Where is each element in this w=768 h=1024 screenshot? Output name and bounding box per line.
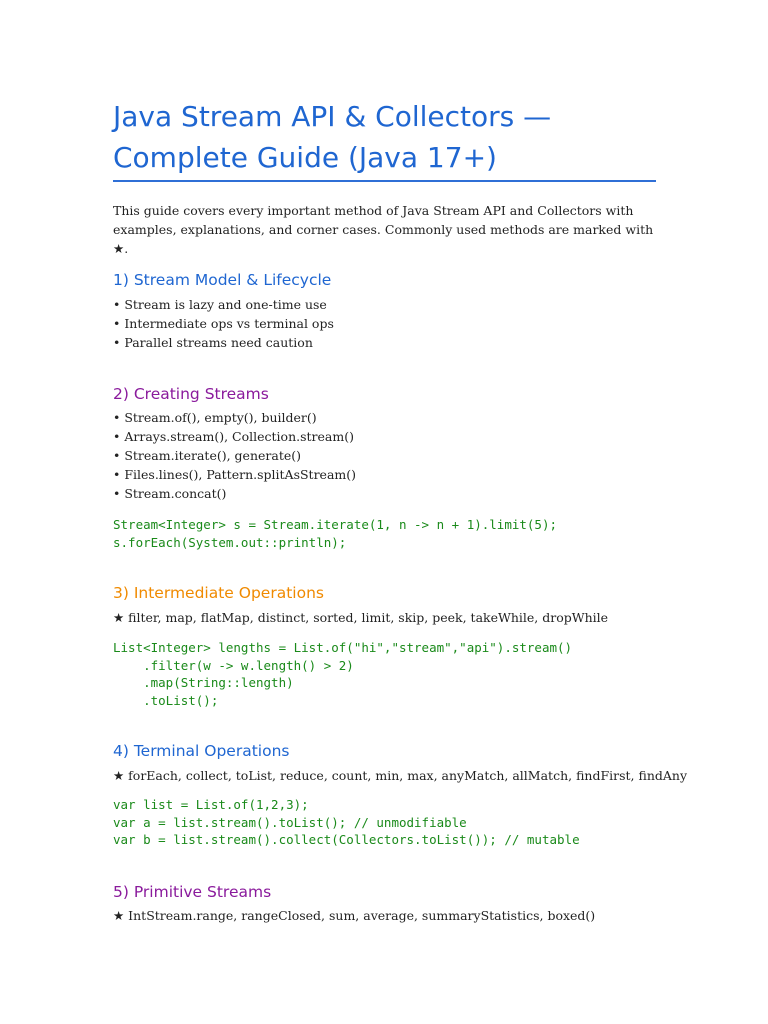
list-item: ★ IntStream.range, rangeClosed, sum, average, summaryStatistics, boxed(): [113, 908, 596, 923]
section-2-list: [113, 408, 356, 503]
list-item: ★ forEach, collect, toList, reduce, count, min, max, anyMatch, allMatch, findFirst, findAny: [113, 768, 688, 783]
section-1-heading: 1) Stream Model & Lifecycle: [113, 271, 332, 289]
list-item: • Stream.concat(): [113, 486, 227, 501]
code-block-intermediate-ops: List<Integer> lengths = List.of("hi","stream","api").stream() .filter(w -> w.length() > 2) .map(String::length) .toList();: [113, 640, 573, 708]
list-item: • Parallel streams need caution: [113, 335, 313, 350]
list-item: • Arrays.stream(), Collection.stream(): [113, 429, 354, 444]
section-5-list: [113, 906, 595, 925]
list-item: • Stream is lazy and one-time use: [113, 297, 327, 312]
document-title: Java Stream API & Collectors — Complete Guide (Java 17+): [113, 100, 552, 174]
section-1-list: [113, 295, 334, 352]
intro-paragraph: This guide covers every important method of Java Stream API and Collectors with examples, explanations, and corner cases. Commonly used methods are marked with ★.: [113, 203, 654, 256]
section-4-list: [113, 766, 687, 785]
list-item: • Stream.of(), empty(), builder(): [113, 410, 317, 425]
section-3-heading: 3) Intermediate Operations: [113, 584, 324, 602]
section-2-heading: 2) Creating Streams: [113, 385, 269, 403]
list-item: • Intermediate ops vs terminal ops: [113, 316, 334, 331]
section-3-list: [113, 608, 608, 627]
list-item: • Stream.iterate(), generate(): [113, 448, 302, 463]
code-block-creating-streams: Stream<Integer> s = Stream.iterate(1, n -> n + 1).limit(5); s.forEach(System.out::println);: [113, 517, 558, 550]
section-4-heading: 4) Terminal Operations: [113, 742, 290, 760]
list-item: ★ filter, map, flatMap, distinct, sorted, limit, skip, peek, takeWhile, dropWhile: [113, 610, 609, 625]
section-5-heading: 5) Primitive Streams: [113, 883, 272, 901]
list-item: • Files.lines(), Pattern.splitAsStream(): [113, 467, 356, 482]
code-block-terminal-ops: var list = List.of(1,2,3); var a = list.stream().toList(); // unmodifiable var b = list.stream().collect(Collectors.toList()); // mutable: [113, 797, 580, 847]
title-underline: [113, 180, 656, 182]
